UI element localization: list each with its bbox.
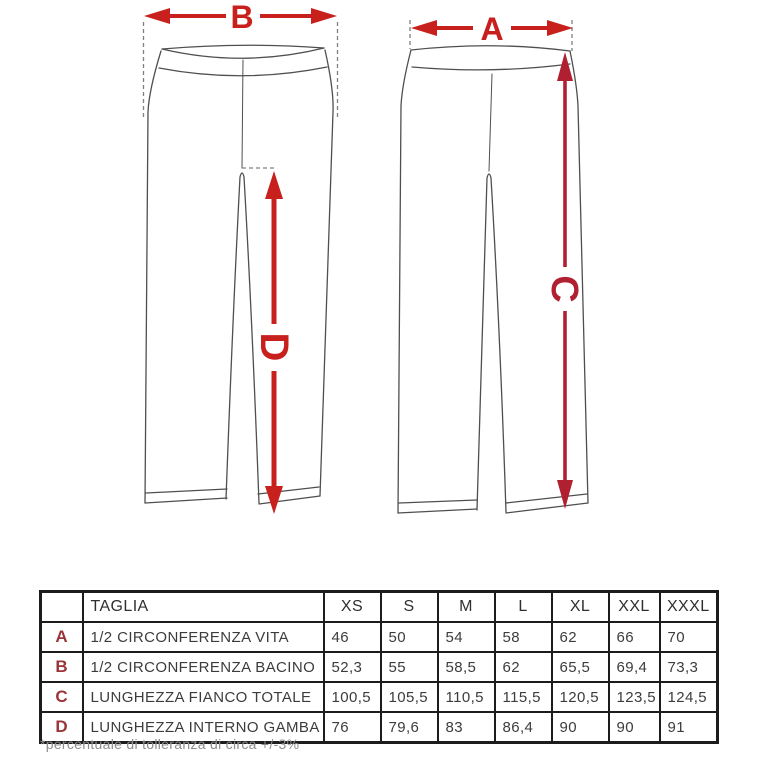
size-value-cell: 62 <box>495 652 552 682</box>
measure-a-label: A <box>480 11 504 47</box>
front-right-outer-seam <box>320 50 333 496</box>
size-value-cell: 124,5 <box>660 682 718 712</box>
size-value-cell: 115,5 <box>495 682 552 712</box>
front-waistband-top-edge <box>162 45 324 49</box>
size-value-cell: 62 <box>552 622 609 652</box>
taglia-header: TAGLIA <box>83 592 324 623</box>
back-left-hem <box>398 509 477 513</box>
size-value-cell: 90 <box>552 712 609 743</box>
b-arrowhead-left <box>144 8 170 24</box>
size-column-header-xxl: XXL <box>609 592 660 623</box>
measure-row-label: 1/2 CIRCONFERENZA BACINO <box>83 652 324 682</box>
size-value-cell: 65,5 <box>552 652 609 682</box>
table-row-side-length <box>41 682 718 712</box>
measure-row-letter: C <box>41 682 83 712</box>
size-value-cell: 52,3 <box>324 652 381 682</box>
tolerance-footnote: *percentuale di tolleranza di circa +/-3% <box>40 736 300 752</box>
size-value-cell: 105,5 <box>381 682 438 712</box>
size-value-cell: 91 <box>660 712 718 743</box>
size-column-header-m: M <box>438 592 495 623</box>
d-arrowhead-top <box>265 171 283 199</box>
front-left-hem <box>145 498 227 503</box>
measure-b-arrow <box>144 0 337 35</box>
back-center-seam <box>489 74 492 171</box>
size-column-header-s: S <box>381 592 438 623</box>
measure-row-label: LUNGHEZZA FIANCO TOTALE <box>83 682 324 712</box>
pants-front-drawing <box>145 45 333 504</box>
size-value-cell: 120,5 <box>552 682 609 712</box>
table-row-waist <box>41 622 718 652</box>
measure-row-label: 1/2 CIRCONFERENZA VITA <box>83 622 324 652</box>
size-value-cell: 50 <box>381 622 438 652</box>
size-column-header-xxxl: XXXL <box>660 592 718 623</box>
measure-c-label: C <box>543 275 585 303</box>
size-value-cell: 86,4 <box>495 712 552 743</box>
back-right-hem <box>506 503 588 513</box>
measure-a-arrow <box>411 11 573 47</box>
measure-row-letter: B <box>41 652 83 682</box>
b-arrowhead-right <box>311 8 337 24</box>
size-value-cell: 69,4 <box>609 652 660 682</box>
front-guide-lines <box>144 22 338 168</box>
measure-row-letter: D <box>41 712 83 743</box>
measure-b-label: B <box>230 0 254 35</box>
size-value-cell: 54 <box>438 622 495 652</box>
size-value-cell: 90 <box>609 712 660 743</box>
size-value-cell: 70 <box>660 622 718 652</box>
table-row-hip <box>41 652 718 682</box>
front-left-cuff-line <box>146 489 227 493</box>
front-right-hem <box>259 496 320 504</box>
front-left-outer-seam <box>145 51 161 503</box>
a-arrowhead-left <box>411 20 437 36</box>
size-column-header-xl: XL <box>552 592 609 623</box>
size-column-header-xs: XS <box>324 592 381 623</box>
size-value-cell: 46 <box>324 622 381 652</box>
a-arrowhead-right <box>547 20 573 36</box>
size-value-cell: 123,5 <box>609 682 660 712</box>
size-value-cell: 76 <box>324 712 381 743</box>
size-column-header-l: L <box>495 592 552 623</box>
back-inner-seams <box>477 174 506 512</box>
back-left-outer-seam <box>398 50 411 513</box>
table-header-row <box>41 592 718 623</box>
measure-d-arrow <box>252 171 296 514</box>
measure-d-label: D <box>252 332 296 362</box>
size-value-cell: 83 <box>438 712 495 743</box>
size-value-cell: 79,6 <box>381 712 438 743</box>
back-waistband-bottom-edge <box>412 64 570 70</box>
size-chart-table <box>39 590 719 744</box>
size-value-cell: 58,5 <box>438 652 495 682</box>
measure-row-label: LUNGHEZZA INTERNO GAMBA <box>83 712 324 743</box>
back-left-cuff-line <box>399 500 477 503</box>
front-waistband-rim <box>162 48 324 58</box>
size-value-cell: 73,3 <box>660 652 718 682</box>
measure-row-letter: A <box>41 622 83 652</box>
size-value-cell: 100,5 <box>324 682 381 712</box>
size-value-cell: 55 <box>381 652 438 682</box>
size-value-cell: 110,5 <box>438 682 495 712</box>
back-right-cuff-line <box>506 494 587 503</box>
size-value-cell: 58 <box>495 622 552 652</box>
corner-cell <box>41 592 83 623</box>
size-value-cell: 66 <box>609 622 660 652</box>
d-arrowhead-bottom <box>265 486 283 514</box>
